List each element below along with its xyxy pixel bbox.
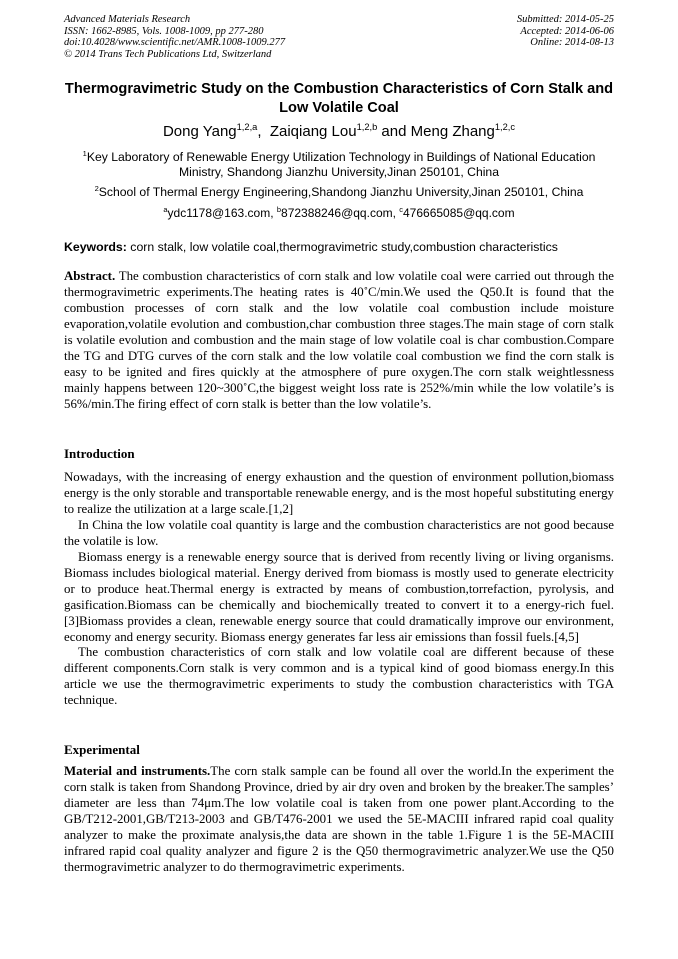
affiliation-mark: 2 [94,183,99,193]
author-separator: and [377,123,411,140]
paper-title: Thermogravimetric Study on the Combustion Characteristics of Corn Stalk and Low Volatile Coal [64,81,614,116]
paragraph: The combustion characteristics of corn stalk and low volatile coal are different because of these different components.Corn stalk is very common and is a typical kind of good biomass energy.In this article we use the thermogravimetric experiments to study the combustion characteristics with TGA technique. [64,645,614,708]
journal-name: Advanced Materials Research [64,14,191,25]
affiliation-text: Key Laboratory of Renewable Energy Utilization Technology in Buildings of National Education Ministry, Shandong Jianzhu University,Jinan 250101, China [86,150,596,180]
online-date: Online: 2014-08-13 [530,37,614,49]
paragraph: Nowadays, with the increasing of energy exhaustion and the question of environment pollution,biomass energy is the only storable and transportable renewable energy, and is the most hopeful substituting energy to realize the utilization at a large scale.[1,2] [64,470,614,516]
author-affil-mark: 1,2,b [356,122,378,132]
experimental-body [64,764,614,876]
email-address: ydc1178@163.com, [167,206,277,220]
affiliation-text: School of Thermal Energy Engineering,Shandong Jianzhu University,Jinan 250101, China [98,185,584,199]
author-affil-mark: 1,2,a [236,122,258,132]
abstract-section [64,269,614,413]
author-separator: , [257,123,270,140]
affiliation-1 [64,150,614,181]
abstract-text: The combustion characteristics of corn stalk and low volatile coal were carried out through the thermogravimetric experiments.The heating rates is 40˚C/min.We used the Q50.It is found that the combustion processes of corn stalk and the low volatile coal combustion include moisture evaporation,volatile evolution and combustion,char combustion three stages.The main stage of corn stalk is volatile evolution and combustion and the main stage of low volatile coal is char combustion.Compare the TG and DTG curves of the corn stalk and the low volatile coal combustion we find the corn stalk is easy to be ignited and fires quickly at the atmosphere of pure oxygen.The corn stalk weightlessness mainly happens between 120~300˚C,the biggest weight loss rate is 252%/min while the low volatile’s is 56%/min.The firing effect of corn stalk is better than the low volatile’s. [64,269,614,411]
email-address: 476665085@qq.com [403,206,515,220]
experimental-text: The corn stalk sample can be found all over the world.In the experiment the corn stalk is taken from Shandong Province, dried by air dry oven and broken by the breaker.The samples’ diameter are less than 74μm.The low volatile coal is taken from one power plant.According to the GB/T212-2001,GB/T213-2003 and GB/T476-2001 we used the 5E-MACIII infrared rapid coal quality analyzer to make the proximate analysis,the data are shown in the table 1.Figure 1 is the 5E-MACIII infrared rapid coal quality analyzer and figure 2 is the Q50 thermogravimetric analyzer.We use the Q50 thermogravimetric analyzer to do thermogravimetric experiments. [64,764,614,874]
introduction-heading: Introduction [64,446,135,461]
email-address: 872388246@qq.com, [281,206,400,220]
email-mark: b [276,205,282,214]
email-mark: c [399,205,403,214]
affiliation-mark: 1 [82,148,87,158]
author-name: Zaiqiang Lou [269,123,357,140]
keywords-line [64,240,614,255]
journal-header-left [64,14,285,60]
paragraph: Biomass energy is a renewable energy source that is derived from recently living or living organisms. Biomass includes biological material. Energy derived from biomass is mostly used to generate electricity or to produce heat.Thermal energy is extracted by means of combustion,torrefaction, pyrolysis, and gasification.Biomass can be chemically and biochemically treated to convert it to a energy-rich fuel. [3]Biomass provides a clean, renewable energy source that could dramatically improve our environment, economy and energy security. Biomass energy generates far less air emissions than fossil fuels.[4,5] [64,549,614,644]
introduction-body [64,470,614,709]
author-name: Dong Yang [162,123,237,140]
subsection-label: Material and instruments. [64,764,211,778]
email-mark: a [163,205,168,214]
doi-line: doi:10.4028/www.scientific.net/AMR.1008-1009.277 [64,37,286,49]
keywords-label: Keywords: [64,240,127,254]
paragraph: In China the low volatile coal quantity is large and the combustion characteristics are not good because the volatile is low. [64,517,614,548]
author-emails [64,206,614,221]
author-name: Meng Zhang [410,123,495,140]
copyright-line: © 2014 Trans Tech Publications Ltd, Switzerland [64,48,272,60]
experimental-heading: Experimental [64,742,140,757]
submitted-date: Submitted: 2014-05-25 [516,14,614,25]
journal-header-right [517,14,614,49]
accepted-date: Accepted: 2014-06-06 [520,25,614,37]
affiliation-2 [64,185,614,200]
author-list [64,123,614,141]
abstract-label: Abstract. [64,269,116,283]
issn-line: ISSN: 1662-8985, Vols. 1008-1009, pp 277-280 [64,25,264,37]
author-affil-mark: 1,2,c [494,122,516,132]
keywords-text: corn stalk, low volatile coal,thermogravimetric study,combustion characteristics [126,240,558,254]
